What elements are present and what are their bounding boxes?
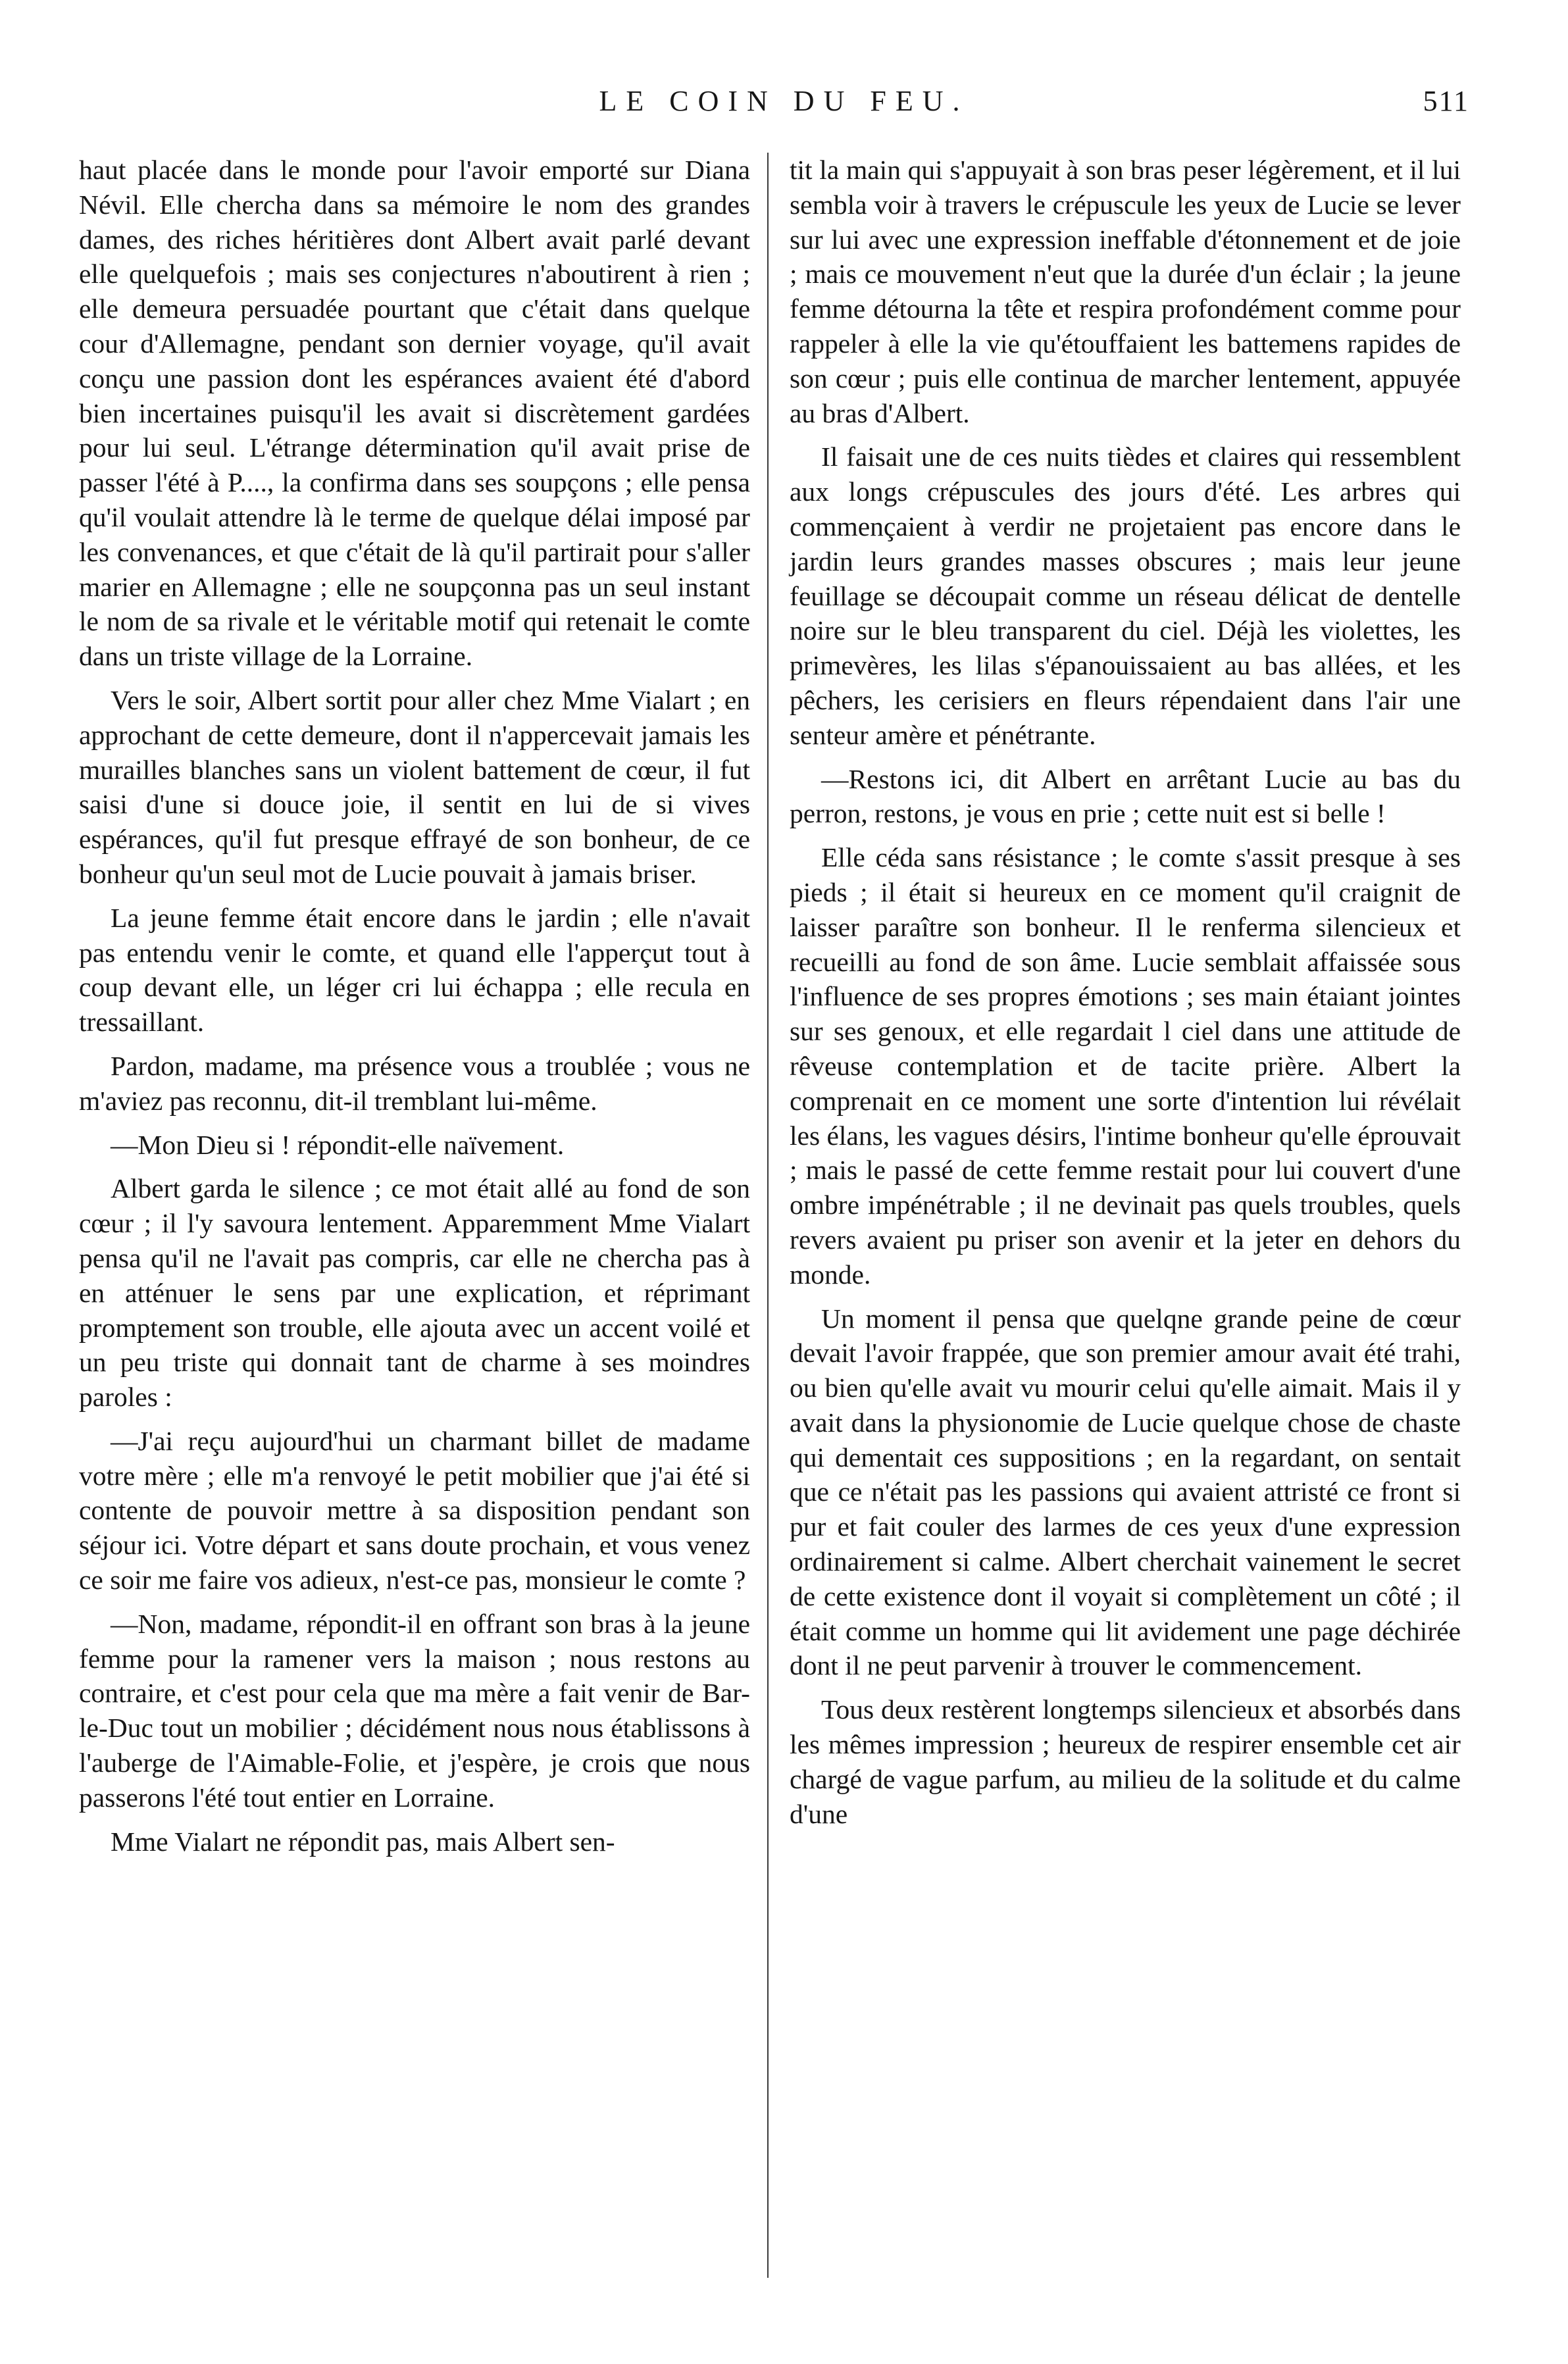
paragraph: Un moment il pensa que quelqne grande peine de cœur devait l'avoir frappée, que son premier amour avait été trahi, ou bien qu'elle avait vu mourir celui qu'elle aimait. Mais il y avait dans la physionomie de Lucie quelque chose de chaste qui dementait ces suppositions ; en la regardant, on sentait que ce n'était pas les passions qui avaient attristé ce front si pur et fait couler des larmes de ces yeux d'une expression ordinairement si calme. Albert cherchait vainement le secret de cette existence dont il voyait si complètement un côté ; il était comme un homme qui lit avidement une page déchirée dont il ne peut parvenir à trouver le commencement. [790, 1303, 1461, 1681]
paragraph: tit la main qui s'appuyait à son bras peser légèrement, et il lui sembla voir à travers le crépuscule les yeux de Lucie se lever sur lui avec une expression ineffable d'étonnement et de joie ; mais ce mouvement n'eut que la durée d'un éclair ; la jeune femme détourna la tête et respira profondément comme pour rappeler à elle la vie qu'étouffaient les battemens rapides de son cœur ; puis elle continua de marcher lentement, appuyée au bras d'Albert. [790, 155, 1461, 428]
paragraph: Elle céda sans résistance ; le comte s'assit presque à ses pieds ; il était si heureux en ce moment qu'il craignit de laisser paraître son bonheur. Il le renferma silencieux et recueilli au fond de son âme. Lucie semblait affaissée sous l'influence de ses propres émotions ; ses main étaiant jointes sur ses genoux, et elle regardait l ciel dans une attitude de rêveuse contemplation et de tacite prière. Albert la comprenait en ce moment une sorte d'intention lui révélait les élans, les vagues désirs, l'intime bonheur qu'elle éprouvait ; mais le passé de cette femme restait pour lui couvert d'une ombre impénétrable ; il ne devinait pas quels troubles, quels revers avaient pu priser son avenir et la jeter en dehors du monde. [790, 842, 1461, 1290]
paragraph: Vers le soir, Albert sortit pour aller chez Mme Vialart ; en approchant de cette demeure, dont il n'appercevait jamais les murailles blanches sans un violent battement de cœur, il fut saisi d'une si douce joie, il sentit en lui de si vives espérances, qu'il fut presque effrayé de son bonheur, de ce bonheur qu'un seul mot de Lucie pouvait à jamais briser. [79, 684, 750, 889]
paragraph: haut placée dans le monde pour l'avoir emporté sur Diana Névil. Elle chercha dans sa mémoire le nom des grandes dames, des riches héritières dont Albert avait parlé devant elle quelquefois ; mais ses conjectures n'aboutirent à rien ; elle demeura persuadée pourtant que c'était dans quelque cour d'Allemagne, pendant son dernier voyage, qu'il avait conçu une passion dont les espérances avaient été d'abord bien incertaines puisqu'il les avait si discrètement gardées pour lui seul. L'étrange détermination qu'il avait prise de passer l'été à P...., la confirma dans ses soupçons ; elle pensa qu'il voulait attendre là le terme de quelque délai imposé par les convenances, et que c'était de là qu'il partirait pour s'aller marier en Allemagne ; elle ne soupçonna pas un seul instant le nom de sa rivale et le véritable motif qui retenait le comte dans un triste village de la Lorraine. [79, 155, 750, 672]
right-column [790, 153, 1461, 1840]
page-number: 511 [1423, 85, 1469, 117]
paragraph: —Non, madame, répondit-il en offrant son bras à la jeune femme pour la ramener vers la maison ; nous restons au contraire, et c'est pour cela que ma mère a fait venir de Bar-le-Duc tout un mobilier ; décidément nous nous établissons à l'auberge de l'Aimable-Folie, et j'espère, je crois que nous passerons l'été tout entier en Lorraine. [79, 1608, 750, 1813]
paragraph: —Mon Dieu si ! répondit-elle naïvement. [111, 1129, 565, 1160]
paragraph: La jeune femme était encore dans le jardin ; elle n'avait pas entendu venir le comte, et quand elle l'apperçut tout à coup devant elle, un léger cri lui échappa ; elle recula en tressaillant. [79, 902, 750, 1038]
left-column [79, 153, 750, 1868]
paragraph: —J'ai reçu aujourd'hui un charmant billet de madame votre mère ; elle m'a renvoyé le petit mobilier que j'ai été si contente de pouvoir mettre à sa disposition pendant son séjour ici. Votre départ et sans doute prochain, et vous venez ce soir me faire vos adieux, n'est-ce pas, monsieur le comte ? [79, 1425, 750, 1596]
paragraph: Pardon, madame, ma présence vous a troublée ; vous ne m'aviez pas reconnu, dit-il tremblant lui-même. [79, 1050, 750, 1116]
paragraph: —Restons ici, dit Albert en arrêtant Lucie au bas du perron, restons, je vous en prie ; cette nuit est si belle ! [790, 763, 1461, 829]
paragraph: Il faisait une de ces nuits tièdes et claires qui ressemblent aux longs crépuscules des jours d'été. Les arbres qui commençaient à verdir ne projetaient pas encore dans le jardin leurs grandes masses obscures ; mais leur jeune feuillage se découpait comme un réseau délicat de dentelle noire sur le bleu transparent du ciel. Déjà les violettes, les primevères, les lilas s'épanouissaient au bas allées, et les pêchers, les cerisiers en fleurs répendaient dans l'air une senteur amère et pénétrante. [790, 441, 1461, 750]
column-divider [767, 153, 769, 2278]
running-head [0, 84, 1568, 137]
paragraph: Albert garda le silence ; ce mot était allé au fond de son cœur ; il l'y savoura lentement. Apparemment Mme Vialart pensa qu'il ne l'avait pas compris, car elle ne chercha pas à en atténuer le sens par une explication, et réprimant promptement son trouble, elle ajouta avec un accent voilé et un peu triste qui donnait tant de charme à ses moindres paroles : [79, 1173, 750, 1413]
running-title: LE COIN DU FEU. [599, 85, 969, 117]
paragraph: Tous deux restèrent longtemps silencieux et absorbés dans les mêmes impression ; heureux de respirer ensemble cet air chargé de vague parfum, au milieu de la solitude et du calme d'une [790, 1694, 1461, 1829]
paragraph: Mme Vialart ne répondit pas, mais Albert sen- [111, 1826, 615, 1857]
